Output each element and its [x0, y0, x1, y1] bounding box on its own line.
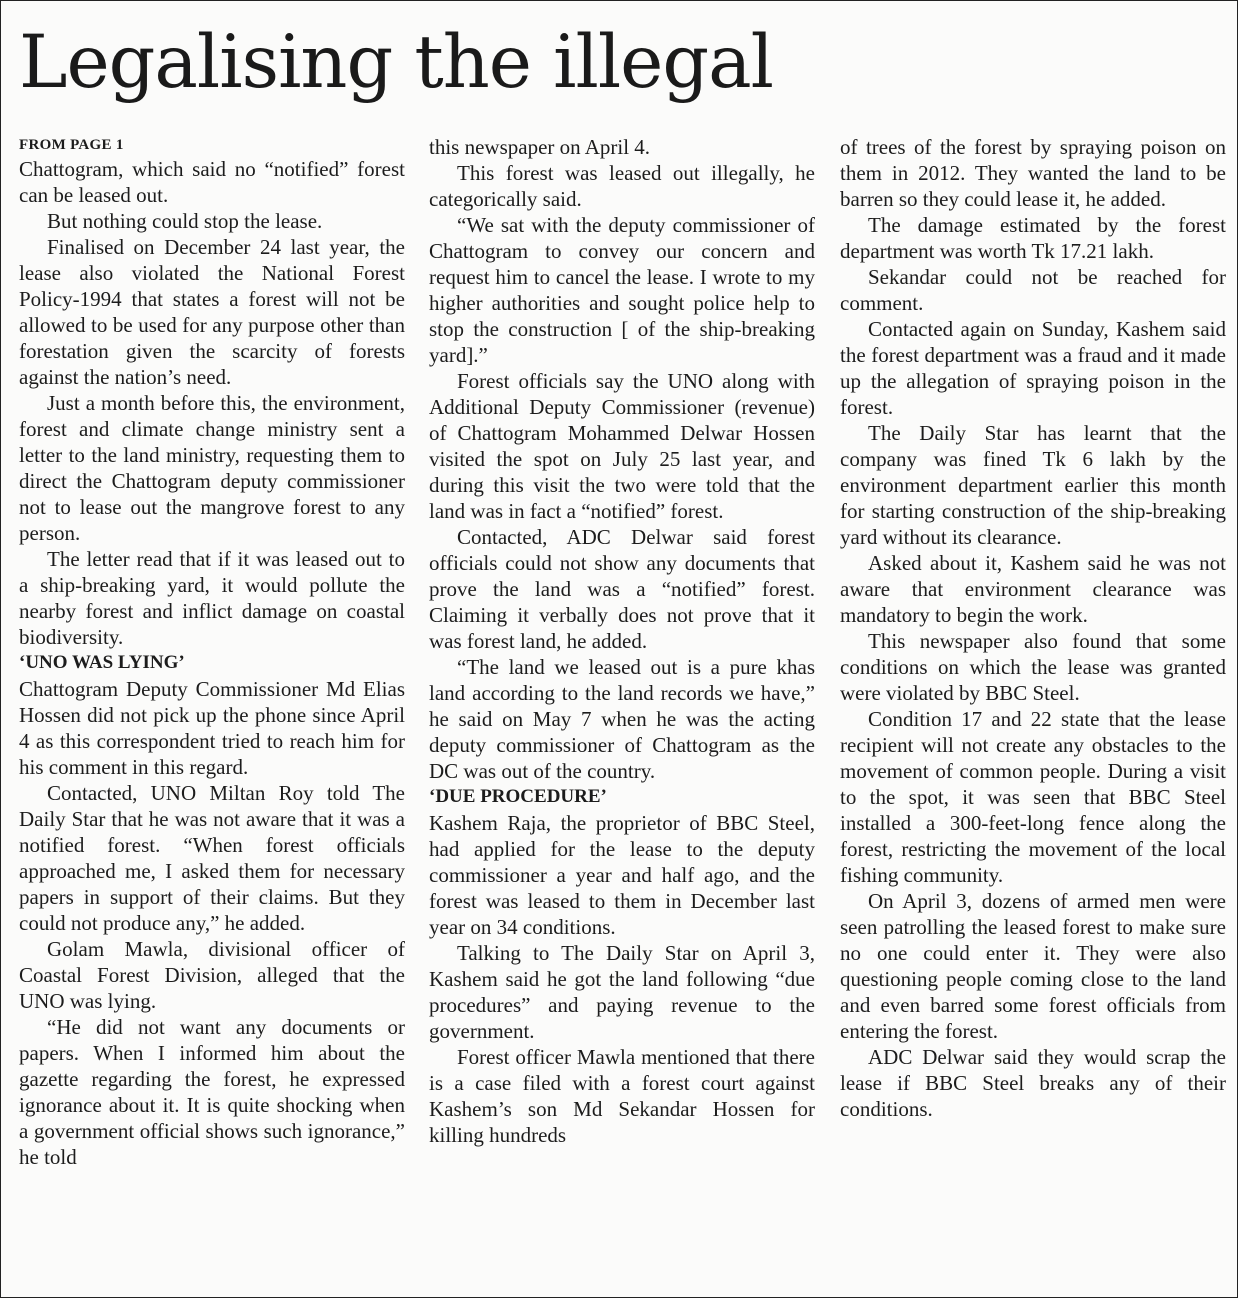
continuation-kicker: FROM PAGE 1 — [19, 137, 124, 153]
paragraph: Golam Mawla, divisional officer of Coastal Forest Division, alleged that the UNO was lying. — [19, 937, 405, 1013]
paragraph: ADC Delwar said they would scrap the lease if BBC Steel breaks any of their conditions. — [840, 1045, 1226, 1121]
subheading-uno-was-lying: ‘UNO WAS LYING’ — [19, 652, 185, 673]
paragraph: Forest officer Mawla mentioned that there is a case filed with a forest court against Kashem’s son Md Sekandar Hossen for killing hundreds — [429, 1045, 815, 1147]
paragraph: Contacted again on Sunday, Kashem said the forest department was a fraud and it made up the allegation of spraying poison in the forest. — [840, 317, 1226, 419]
paragraph: This forest was leased out illegally, he categorically said. — [429, 161, 815, 211]
paragraph: The damage estimated by the forest department was worth Tk 17.21 lakh. — [840, 213, 1226, 263]
paragraph: Just a month before this, the environment, forest and climate change ministry sent a letter to the land ministry, requesting them to direct the Chattogram deputy commissioner not to lease out the mangrove forest to any person. — [19, 391, 405, 545]
paragraph: The letter read that if it was leased out to a ship-breaking yard, it would pollute the nearby forest and inflict damage on coastal biodiversity. — [19, 547, 405, 649]
paragraph: Kashem Raja, the proprietor of BBC Steel, had applied for the lease to the deputy commissioner a year and half ago, and the forest was leased to them in December last year on 34 conditions. — [429, 811, 815, 939]
article-column-2 — [429, 134, 815, 1148]
subheading-due-procedure: ‘DUE PROCEDURE’ — [429, 786, 607, 807]
paragraph: But nothing could stop the lease. — [47, 209, 323, 233]
paragraph: Forest officials say the UNO along with Additional Deputy Commissioner (revenue) of Chattogram Mohammed Delwar Hossen visited the spot on July 25 last year, and during this visit the two were told that the land was in fact a “notified” forest. — [429, 369, 815, 523]
paragraph: “We sat with the deputy commissioner of Chattogram to convey our concern and request him to cancel the lease. I wrote to my higher authorities and sought police help to stop the construction [ of the ship-breaking yard].” — [429, 213, 815, 367]
paragraph: Finalised on December 24 last year, the lease also violated the National Forest Policy-1994 that states a forest will not be allowed to be used for any purpose other than forestation given the scarcity of forests against the nation’s need. — [19, 235, 405, 389]
paragraph: Contacted, ADC Delwar said forest officials could not show any documents that prove the land was a “notified” forest. Claiming it verbally does not prove that it was forest land, he added. — [429, 525, 815, 653]
paragraph: Chattogram Deputy Commissioner Md Elias Hossen did not pick up the phone since April 4 as this correspondent tried to reach him for his comment in this regard. — [19, 677, 405, 779]
headline: Legalising the illegal — [19, 20, 773, 105]
paragraph: Asked about it, Kashem said he was not aware that environment clearance was mandatory to begin the work. — [840, 551, 1226, 627]
paragraph: On April 3, dozens of armed men were seen patrolling the leased forest to make sure no one could enter it. They were also questioning people coming close to the land and even barred some forest officials from entering the forest. — [840, 889, 1226, 1043]
paragraph: Talking to The Daily Star on April 3, Kashem said he got the land following “due procedures” and paying revenue to the government. — [429, 941, 815, 1043]
paragraph: “The land we leased out is a pure khas land according to the land records we have,” he said on May 7 when he was the acting deputy commissioner of Chattogram as the DC was out of the country. — [429, 655, 815, 783]
paragraph: Contacted, UNO Miltan Roy told The Daily Star that he was not aware that it was a notified forest. “When forest officials approached me, I asked them for necessary papers in support of their claims. But they could not produce any,” he added. — [19, 781, 405, 935]
paragraph: “He did not want any documents or papers. When I informed him about the gazette regarding the forest, he expressed ignorance about it. It is quite shocking when a government official shows such ignorance,” he told — [19, 1015, 405, 1169]
paragraph: This newspaper also found that some conditions on which the lease was granted were violated by BBC Steel. — [840, 629, 1226, 705]
paragraph: Condition 17 and 22 state that the lease recipient will not create any obstacles to the movement of common people. During a visit to the spot, it was seen that BBC Steel installed a 300-feet-long fence along the forest, restricting the movement of the local fishing community. — [840, 707, 1226, 887]
paragraph: Sekandar could not be reached for comment. — [840, 265, 1226, 315]
paragraph: of trees of the forest by spraying poison on them in 2012. They wanted the land to be barren so they could lease it, he added. — [840, 135, 1226, 211]
paragraph: The Daily Star has learnt that the company was fined Tk 6 lakh by the environment department earlier this month for starting construction of the ship-breaking yard without its clearance. — [840, 421, 1226, 549]
paragraph: this newspaper on April 4. — [429, 135, 651, 159]
paragraph: Chattogram, which said no “notified” forest can be leased out. — [19, 157, 405, 207]
article-column-1 — [19, 134, 405, 1170]
article-column-3 — [840, 134, 1226, 1122]
